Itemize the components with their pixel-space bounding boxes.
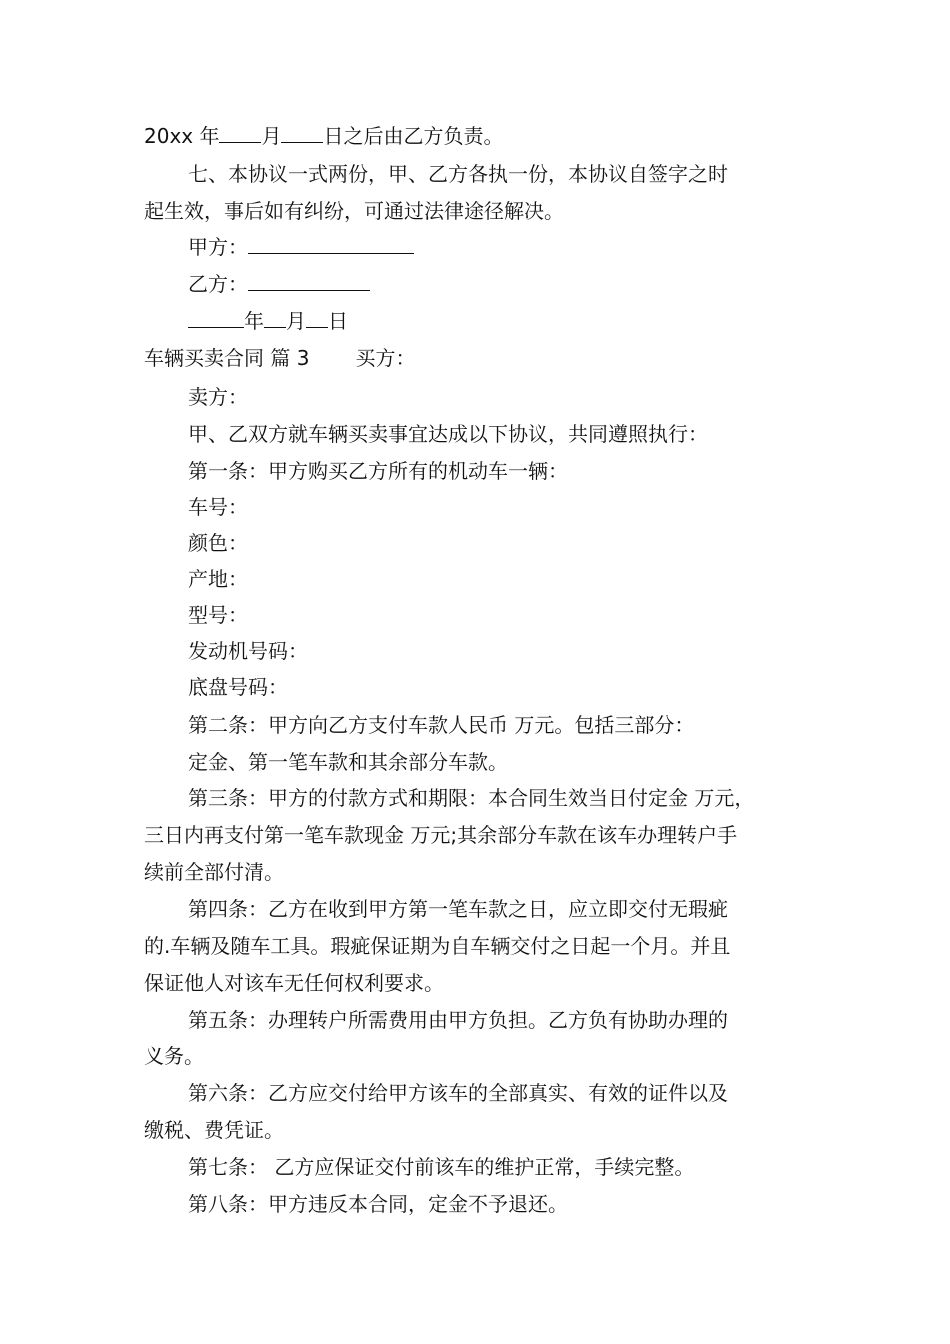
signature-party-a	[188, 235, 414, 259]
date-month-blank	[264, 309, 286, 328]
field-color: 颜色：	[188, 531, 248, 555]
date-month-label: 月	[286, 309, 306, 333]
text-article-2: 第二条：甲方向乙方支付车款人民币 万元。包括三部分：	[188, 713, 695, 737]
text-article-3-line1: 第三条：甲方的付款方式和期限：本合同生效当日付定金 万元，	[188, 786, 755, 810]
buyer-label: 买方：	[355, 346, 416, 370]
seller-label: 卖方：	[188, 385, 248, 409]
text-article-5-line2: 义务。	[144, 1044, 204, 1068]
date-day-label: 日	[328, 309, 348, 333]
blank-month	[219, 124, 261, 143]
text-article-3-line3: 续前全部付清。	[144, 860, 284, 884]
text-article-3-line2: 三日内再支付第一笔车款现金 万元;其余部分车款在该车办理转户手	[144, 823, 738, 847]
date-year-blank	[188, 309, 244, 328]
party-a-blank	[248, 235, 414, 254]
text-article-2-cont: 定金、第一笔车款和其余部分车款。	[188, 750, 508, 774]
signature-party-b	[188, 272, 370, 296]
party-a-label: 甲方：	[188, 235, 248, 259]
field-plate-number: 车号：	[188, 495, 248, 519]
text-article-4-line2: 的.车辆及随车工具。瑕疵保证期为自车辆交付之日起一个月。并且	[144, 934, 731, 958]
blank-day	[281, 124, 323, 143]
text-clause-seven-line2: 起生效，事后如有纠纷，可通过法律途径解决。	[144, 199, 564, 223]
field-engine-number: 发动机号码：	[188, 639, 308, 663]
text-article-4-line1: 第四条：乙方在收到甲方第一笔车款之日，应立即交付无瑕疵	[188, 897, 728, 921]
field-origin: 产地：	[188, 567, 248, 591]
text-article-6-line1: 第六条：乙方应交付给甲方该车的全部真实、有效的证件以及	[188, 1081, 728, 1105]
text-article-8: 第八条：甲方违反本合同，定金不予退还。	[188, 1192, 568, 1216]
text-suffix: 日之后由乙方负责。	[323, 124, 504, 148]
date-year-label: 年	[244, 309, 264, 333]
text-article-6-line2: 缴税、费凭证。	[144, 1118, 284, 1142]
text-article-7: 第七条： 乙方应保证交付前该车的维护正常，手续完整。	[188, 1155, 695, 1179]
text-article-5-line1: 第五条：办理转户所需费用由甲方负担。乙方负有协助办理的	[188, 1008, 728, 1032]
text-year-prefix: 20xx 年	[144, 124, 220, 148]
field-model: 型号：	[188, 603, 248, 627]
contract-title: 车辆买卖合同 篇 3	[144, 346, 310, 370]
signature-date	[188, 309, 348, 333]
text-article-4-line3: 保证他人对该车无任何权利要求。	[144, 971, 444, 995]
text-intro: 甲、乙双方就车辆买卖事宜达成以下协议，共同遵照执行：	[188, 422, 708, 446]
party-b-blank	[248, 272, 370, 291]
field-chassis-number: 底盘号码：	[188, 675, 288, 699]
date-day-blank	[306, 309, 328, 328]
text-article-1: 第一条：甲方购买乙方所有的机动车一辆：	[188, 459, 568, 483]
party-b-label: 乙方：	[188, 272, 248, 296]
text-clause-seven-line1: 七、本协议一式两份，甲、乙方各执一份，本协议自签字之时	[188, 162, 728, 186]
contract-heading-line	[144, 346, 415, 370]
text-line-date-responsibility	[144, 124, 503, 148]
text-month: 月	[261, 124, 282, 148]
